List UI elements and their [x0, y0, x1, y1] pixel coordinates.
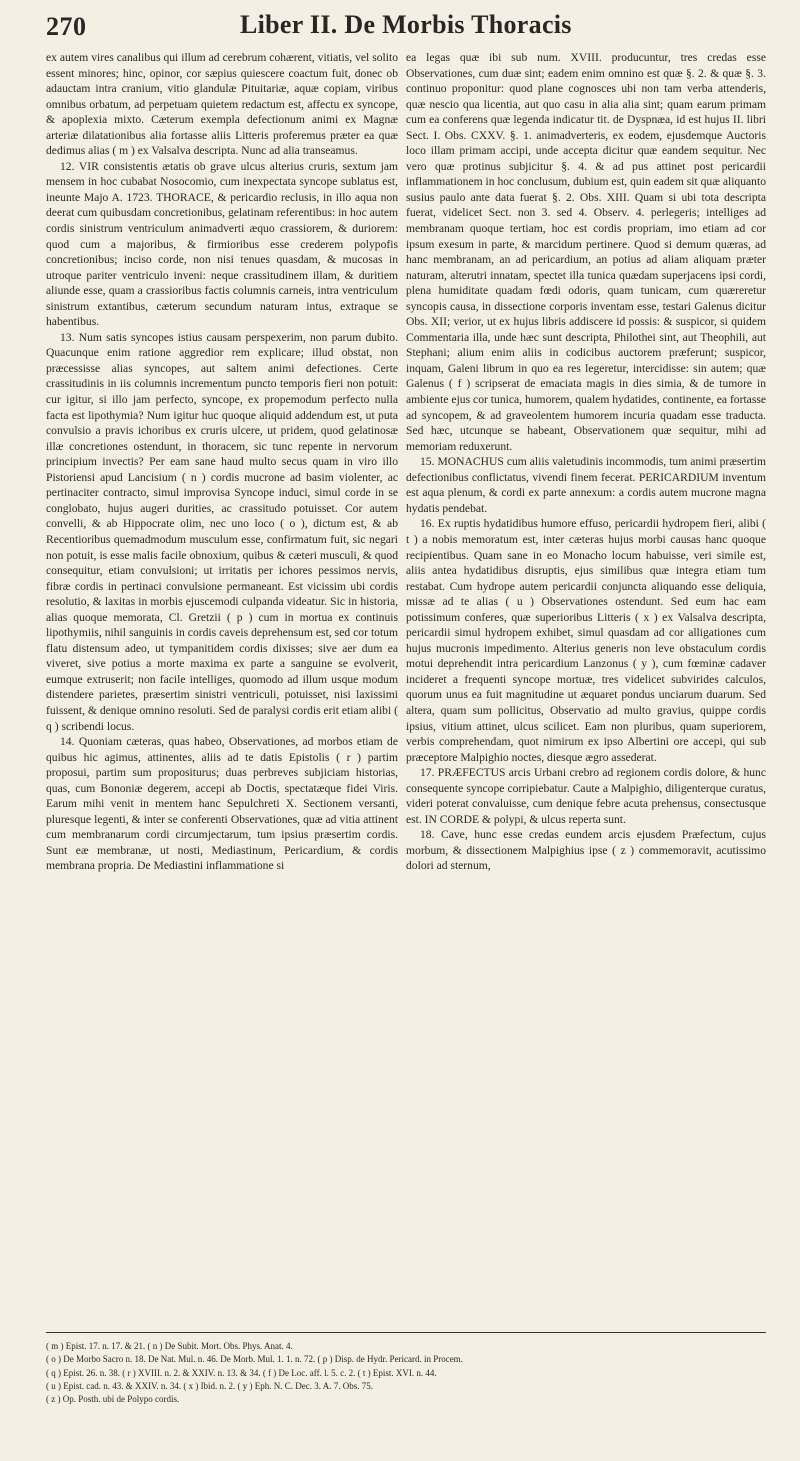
footnote-divider — [46, 1332, 766, 1333]
running-title: Liber II. De Morbis Thoracis — [240, 10, 572, 39]
right-column — [406, 50, 766, 874]
footnote-line: ( q ) Epist. 26. n. 38. ( r ) XVIII. n. 2. & XXIV. n. 13. & 34. ( f ) De Loc. aff. l. 5. c. 2. ( t ) Epist. XVI. n. 44. — [46, 1367, 437, 1378]
paragraph: 17. PRÆFECTUS arcis Urbani crebro ad regionem cordis dolore, & hunc consequente syncope corripiebatur. Caute a Malpighio, diligenterque curatus, videri poterat convaluisse, cum denique febre acuta prehensus, consectusque est. IN CORDE & polypi, & ulcus reperta sunt. — [406, 766, 766, 826]
page-number: 270 — [46, 12, 87, 41]
footnotes — [46, 1340, 766, 1406]
paragraph: ea legas quæ ibi sub num. XVIII. producuntur, tres credas esse Observationes, cum duæ sint; eadem enim omnino est quæ §. 2. & quæ §. 3. continuo proponitur: quod plane cognosces ubi non tam verba attenderis, quæ nescio qua licentia, aut quo casu in alia alia sint; quam earum primam cum ea conferens quæ legenda indicatur tit. de Dyspnæa, id est hujus II. libri Sect. I. Obs. CXXV. §. 1. animadverteris, ex eodem, ejusdemque Auctoris loco illam primam accipi, unde accepta dicitur quæ eandem sequitur. Nec vero quæ protinus subjicitur §. 4. & ad pus attinet post pericardii inflammationem in hoc conclusum, dubium est, quin eadem sit quæ aliquanto susius paulo ante data fuerat §. 2. Obs. XIII. Quam si ubi tota descripta fuerat, videlicet Sect. non 3. sed 4. Observ. 4. perlegeris; intelliges ad membranam quoque tertiam, hoc est cordis propriam, imo etiam ad cor ipsum exesum in parte, & marcidum pertinere. Quod si demum quæras, ad hanc membranam, an ad pericardium, an potius ad aliam aliquam præter naturam, alterutri innatam, spectet illa tunica quædam superjacens ipsi cordi, plena humiditate quadam fœdi odoris, quam tunicam, cum quæreretur syncopis causa, in dissectione corporis inventam esse, testari Galenus dicitur Obs. XII; verior, ut ex hujus libris addiscere id possis: & suspicor, si quidem Commentaria illa, unde hæc sunt descripta, Philothei sint, aut Theophili, aut Stephani; alium enim aliis in codicibus auctorem præferunt; suspicor, inquam, Galeni librum in quo ea res legeretur, intercidisse: sin autem; quæ Galenus ( f ) scripserat de emaciata magis in dies simia, & de tumore in ambiente ejus cor tunica, humorem, qualem hydatides, continente, ea fortasse ad syncopem, & ad graveolentem humorem incuria quadam esse traducta. Sed hæc, utcunque se habeant, Observationem quæ sequitur, mihi ad memoriam reduxerunt. — [406, 51, 766, 453]
paragraph: 12. VIR consistentis ætatis ob grave ulcus alterius cruris, sextum jam mensem in hoc cubabat Nosocomio, cum inexpectata syncope sublatus est, ineunte Majo A. 1723. THORACE, & pericardio reclusis, in illo aqua non deerat cum quibusdam concretionibus, gelatinam referentibus: in hoc autem cordis sinistrum ventriculum animadverti æquo crassiorem, & duriorem: quod cum a majoribus, & firmioribus esse crederem polypofis concretionibus; inciso corde, non nisi tenues quasdam, & mucosas in utroque pariter ventriculo inveni: neque crassitudinem illam, & duritiem aliunde esse, quam a crassioribus factis columnis carneis, intra ventriculum sinistrum extantibus, cæterum secundum naturam intus, extraque se habentibus. — [46, 159, 398, 329]
footnote-line: ( z ) Op. Posth. ubi de Polypo cordis. — [46, 1394, 180, 1405]
paragraph: 14. Quoniam cæteras, quas habeo, Observationes, ad morbos etiam de quibus hic agimus, attinentes, aliis ad te datis Epistolis ( r ) partim proposui, partim sum propositurus; duas perbreves subjiciam historias, quas, cum Bononiæ degerem, accepi ab Doctis, spectatæque fidei Viris. Earum mihi venit in mentem hanc Sepulchreti X. Sectionem versanti, pluresque legenti, & inter se conferenti Observationes, quæ ad vitia attinent cum membranarum cordi circumjectarum, tum ipsius præsertim cordis. Sunt eæ membranæ, ut nosti, Mediastinum, Pericardium, & cordis membrana propria. De Mediastini inflammatione si — [46, 735, 398, 873]
footnote-line: ( u ) Epist. cad. n. 43. & XXIV. n. 34. ( x ) Ibid. n. 2. ( y ) Eph. N. C. Dec. 3. A. 7. Obs. 75. — [46, 1380, 374, 1391]
paragraph: 13. Num satis syncopes istius causam perspexerim, non parum dubito. Quacunque enim ratione aggredior rem explicare; illud obstat, non præcessisse alias syncopes, aut saltem animi defectiones. Certe crassitudinis in iis columnis incrementum puncto temporis fieri non potuit: cur igitur, si illo jam perfecto, syncope, ex propemodum perfecto nulla facta est lipothymia? Num igitur huc quoque aliquid addendum est, ut puta convulsio a pravis ichoribus ex cruris ulcere, ut pridem, quod gelatinosæ illæ concretiones ostendunt, in thoracem, sic tunc repente in nervorum principium invectis? Per eam sane haud multo secus quam in viro illo Pistoriensi apud Lancisium ( n ) cordis mucrone ad basim violenter, ac pertinaciter contracto, simul improvisa Syncope induci, simul corde in se conglobato, hujus augeri durities, ac crassitudo potuisset. Cor autem convelli, & ab Hippocrate olim, nec uno loco ( o ), dictum est, & ab Recentioribus quemadmodum musculum esse, confirmatum fuit, sic negari non potuit, is esse malis facile obnoxium, quibus & cæteri musculi, & quod consequitur, etiam convulsioni; ut irritatis per ichores pessimos nervis, fibræ cordis in pertinaci convulsione permaneant. Est vicissim ubi cordis resolutio, & laxitas in morbis ejuscemodi culpanda videatur. Sic in historia, alias quoque memorata, Cl. Gretzii ( p ) cum in mortua ex continuis lipothymiis, nihil sanguinis in cordis caveis deprehensum est, sed cor totum flatu distensum adeo, ut tympanitidem cordis dixisses; sive aer dum ea viveret, sive potius a morte maxima ex parte a sanguine se evolverit, eumque extruserit; non facile intelliges, quomodo ad illum usque modum distendere parietes, præsertim sinistri ventriculi, potuisset, nisi laxissimi fuissent, & denique omnino resoluti. Sed de paralysi cordis erit etiam alibi ( q ) scribendi locus. — [46, 330, 398, 733]
footnote-line: ( m ) Epist. 17. n. 17. & 21. ( n ) De Subit. Mort. Obs. Phys. Anat. 4. — [46, 1341, 293, 1351]
paragraph: 15. MONACHUS cum aliis valetudinis incommodis, tum animi præsertim defectionibus conflictatus, vivendi finem fecerat. PERICARDIUM inventum est aqua plenum, & cordi ex parte annexum: a cordis autem mucrone magna hydatis pendebat. — [406, 455, 766, 515]
paragraph: ex autem vires canalibus qui illum ad cerebrum cohærent, vitiatis, vel solito essent minores; hinc, opinor, cor sæpius quiescere coactum fuit, donec ob adauctam intra cranium, vitio glandulæ Pituitariæ, aquæ copiam, viribus omnibus orbatum, ad perpetuam quietem redactum est, affectu ex syncope, & apoplexia mixto. Cæterum exempla defectionum animi ex Magnæ arteriæ dilatationibus alia fortasse aliis Litteris proferemus præter ea quæ dedimus alias ( m ) ex Valsalva descripta. Nunc ad alia transeamus. — [46, 51, 398, 158]
footnote-line: ( o ) De Morbo Sacro n. 18. De Nat. Mul. n. 46. De Morb. Mul. 1. 1. n. 72. ( p ) Disp. de Hydr. Pericard. in Procem. — [46, 1354, 463, 1365]
paragraph: 18. Cave, hunc esse credas eundem arcis ejusdem Præfectum, cujus morbum, & dissectionem Malpighius ipse ( z ) commemoravit, acutissimo dolori ad sternum, — [406, 828, 766, 873]
left-column — [46, 50, 398, 874]
page-header — [0, 4, 800, 42]
paragraph: 16. Ex ruptis hydatidibus humore effuso, pericardii hydropem fieri, alibi ( t ) a nobis memoratum est, inter cæteras hujus morbi causas hanc quoque recipientibus. Quam sane in eo Monacho locum habuisse, veri simile est, aliis antea hydatidibus disruptis, ejus similibus quæ integra etiam tum restabat. Cum hydrope autem pericardii conjuncta aliquando esse deliquia, missæ ad te alias ( u ) Observationes ostendunt. Sed eum hac eam potissimum conferes, quæ superioribus Litteris ( x ) ex Valsalva descripta, pericardii simul hydropem exhibet, simul quasdam ad cor alligationes cum hujus mucronis impedimento. Alterius generis non leve obstaculum cordis motui deprehendit intra pericardium Lanzonus ( y ), cum fœminæ cadaver incideret a frequenti syncope mortuæ, tres videlicet subvirides calculos, quorum unus ea fuit magnitudine ut æquaret pondus unciarum duarum. Sed altera, quam sum pollicitus, Observatio ad multo gravius, quippe cordis ipsius, vitium attinet, ulcus scilicet. Eam non pluribus, quam superiorem, verbis comprehendam, quot nimirum ex ipso Albertini ore accepi, qui sub præceptore Malpighio noctes, diesque ægro assederat. — [406, 517, 766, 764]
